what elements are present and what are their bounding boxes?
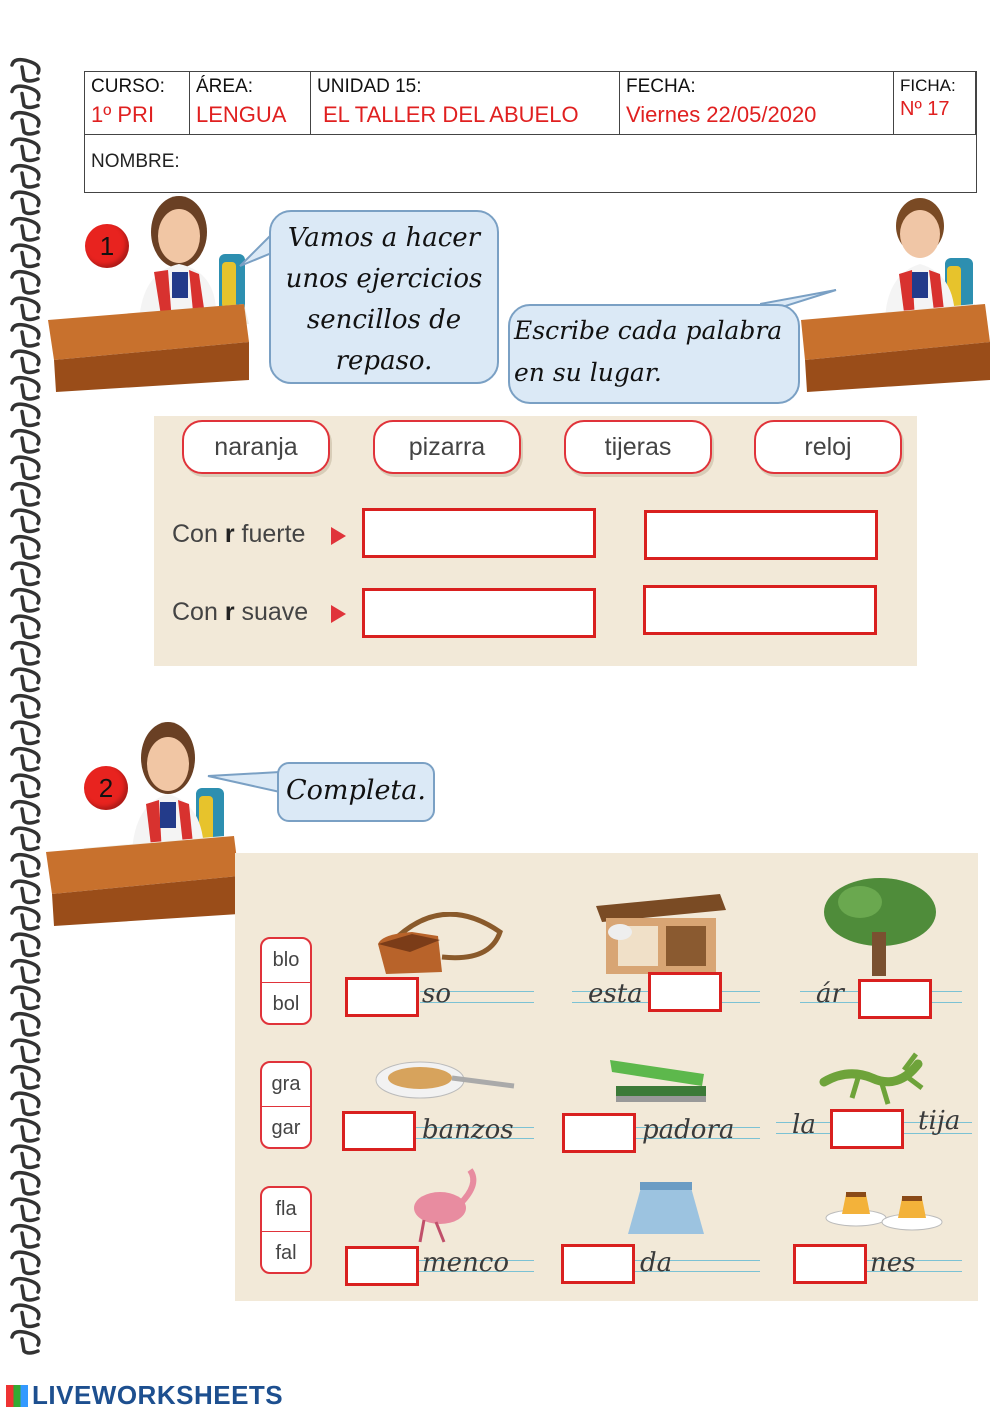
bubble-intro-line: Vamos a hacer [287, 223, 481, 253]
ficha-cell [894, 72, 976, 134]
spiral-ring [12, 139, 39, 160]
spiral-ring [12, 431, 39, 452]
answer-box-suave-1[interactable] [362, 588, 596, 638]
spiral-ring [12, 219, 39, 240]
fecha-cell [620, 72, 894, 134]
word-card-naranja[interactable]: naranja [182, 420, 330, 474]
answer-box-falda[interactable] [561, 1244, 635, 1284]
spiral-ring [12, 298, 39, 319]
stapler-image [606, 1050, 712, 1108]
spiral-ring [12, 537, 39, 558]
syllable-card-fla-fal [260, 1186, 312, 1274]
word-fragment: tija [918, 1106, 961, 1136]
answer-box-lagartija[interactable] [830, 1109, 904, 1149]
row-label-r-suave: Con r suave [172, 598, 309, 626]
spiral-ring [12, 563, 39, 584]
spiral-ring [12, 1199, 39, 1220]
answer-box-arbol[interactable] [858, 979, 932, 1019]
row-label-r-fuerte: Con r fuerte [172, 520, 306, 548]
skirt-image [624, 1178, 708, 1242]
spiral-ring [12, 1067, 39, 1088]
syllable: fal [275, 1242, 297, 1264]
spiral-ring [12, 484, 39, 505]
answer-box-garbanzos[interactable] [342, 1111, 416, 1151]
syllable: gar [271, 1117, 301, 1139]
student-at-desk-illustration-2 [44, 718, 244, 928]
spiral-ring [12, 1173, 39, 1194]
word-fragment: banzos [422, 1115, 514, 1145]
spiral-ring [12, 590, 39, 611]
spiral-ring [12, 1040, 39, 1061]
area-cell [190, 72, 311, 134]
bubble-tail-completa [206, 768, 282, 798]
fecha-label: FECHA: [626, 76, 696, 97]
spiral-ring [12, 855, 39, 876]
spiral-ring [12, 908, 39, 929]
word-fragment: ár [816, 979, 844, 1009]
bubble-instruction-line: Escribe cada palabra [514, 316, 783, 345]
spiral-ring [12, 987, 39, 1008]
nombre-field[interactable] [85, 134, 976, 193]
spiral-ring [12, 881, 39, 902]
spiral-ring [12, 510, 39, 531]
ficha-value: Nº 17 [900, 98, 950, 120]
spiral-ring [12, 86, 39, 107]
nombre-label: NOMBRE: [91, 151, 180, 172]
spiral-ring [12, 378, 39, 399]
curso-value: 1º PRI [91, 102, 155, 127]
spiral-ring [12, 696, 39, 717]
spiral-ring [12, 1120, 39, 1141]
unidad-cell [311, 72, 620, 134]
spiral-binding [8, 55, 48, 1365]
syllable-card-gra-gar [260, 1061, 312, 1149]
spiral-ring [12, 1252, 39, 1273]
word-card-pizarra[interactable]: pizarra [373, 420, 521, 474]
word-card-reloj[interactable]: reloj [754, 420, 902, 474]
syllable: fla [262, 1188, 310, 1232]
exercise-1-badge: 1 [85, 224, 129, 268]
spiral-ring [12, 1014, 39, 1035]
unidad-label: UNIDAD 15: [317, 76, 422, 97]
bag-image [372, 912, 508, 982]
spiral-ring [12, 325, 39, 346]
speech-bubble-completa: Completa. [277, 762, 435, 822]
fecha-value: Viernes 22/05/2020 [626, 102, 817, 127]
answer-box-flamenco[interactable] [345, 1246, 419, 1286]
ficha-label: FICHA: [900, 76, 956, 95]
answer-box-grapadora[interactable] [562, 1113, 636, 1153]
spiral-ring [12, 113, 39, 134]
logo-icon [6, 1385, 28, 1407]
spiral-ring [12, 351, 39, 372]
bubble-intro-line: repaso. [335, 346, 433, 376]
arrow-right-icon [331, 527, 346, 545]
spiral-ring [12, 934, 39, 955]
spiral-ring [12, 1093, 39, 1114]
word-fragment: so [422, 979, 451, 1009]
spiral-ring [12, 749, 39, 770]
curso-label: CURSO: [91, 76, 165, 97]
spiral-ring [12, 192, 39, 213]
spiral-ring [12, 404, 39, 425]
arrow-right-icon [331, 605, 346, 623]
answer-box-establo[interactable] [648, 972, 722, 1012]
spiral-ring [12, 1332, 39, 1353]
word-fragment: menco [422, 1248, 510, 1278]
bubble-instruction-line: en su lugar. [514, 358, 662, 387]
answer-box-bolso[interactable] [345, 977, 419, 1017]
exercise-2-badge: 2 [84, 766, 128, 810]
chickpeas-bowl-image [372, 1056, 518, 1106]
answer-box-flanes[interactable] [793, 1244, 867, 1284]
spiral-ring [12, 616, 39, 637]
spiral-ring [12, 775, 39, 796]
bubble-intro-line: sencillos de [306, 305, 462, 335]
word-fragment: da [640, 1248, 673, 1278]
word-card-tijeras[interactable]: tijeras [564, 420, 712, 474]
spiral-ring [12, 1226, 39, 1247]
syllable: bol [272, 993, 300, 1015]
syllable: gra [262, 1063, 310, 1107]
speech-bubble-intro [269, 210, 499, 384]
spiral-ring [12, 245, 39, 266]
answer-box-fuerte-2[interactable] [644, 510, 878, 560]
lizard-image [818, 1048, 938, 1112]
flamingo-image [400, 1164, 490, 1244]
word-fragment: la [792, 1110, 816, 1140]
header-table [84, 71, 977, 193]
spiral-ring [12, 1279, 39, 1300]
syllable-card-blo-bol [260, 937, 312, 1025]
bubble-intro-line: unos ejercicios [285, 264, 483, 294]
tree-image [820, 872, 940, 982]
spiral-ring [12, 643, 39, 664]
liveworksheets-logo[interactable] [6, 1380, 283, 1411]
spiral-ring [12, 802, 39, 823]
syllable: blo [262, 939, 310, 983]
spiral-ring [12, 1146, 39, 1167]
area-label: ÁREA: [196, 76, 254, 97]
stable-image [590, 880, 730, 980]
spiral-ring [12, 669, 39, 690]
unidad-value: EL TALLER DEL ABUELO [323, 102, 579, 127]
spiral-ring [12, 1305, 39, 1326]
answer-box-fuerte-1[interactable] [362, 508, 596, 558]
speech-bubble-instruction [508, 304, 800, 404]
spiral-ring [12, 722, 39, 743]
spiral-ring [12, 166, 39, 187]
area-value: LENGUA [196, 102, 287, 127]
spiral-ring [12, 828, 39, 849]
spiral-ring [12, 457, 39, 478]
curso-cell [85, 72, 190, 134]
flan-image [822, 1184, 946, 1234]
spiral-ring [12, 961, 39, 982]
word-fragment: padora [642, 1115, 735, 1145]
answer-box-suave-2[interactable] [643, 585, 877, 635]
spiral-ring [12, 272, 39, 293]
word-fragment: esta [588, 979, 643, 1009]
spiral-ring [12, 60, 39, 81]
student-at-desk-illustration-left [44, 192, 254, 392]
word-fragment: nes [870, 1248, 916, 1278]
brand-text: LIVEWORKSHEETS [32, 1380, 284, 1410]
